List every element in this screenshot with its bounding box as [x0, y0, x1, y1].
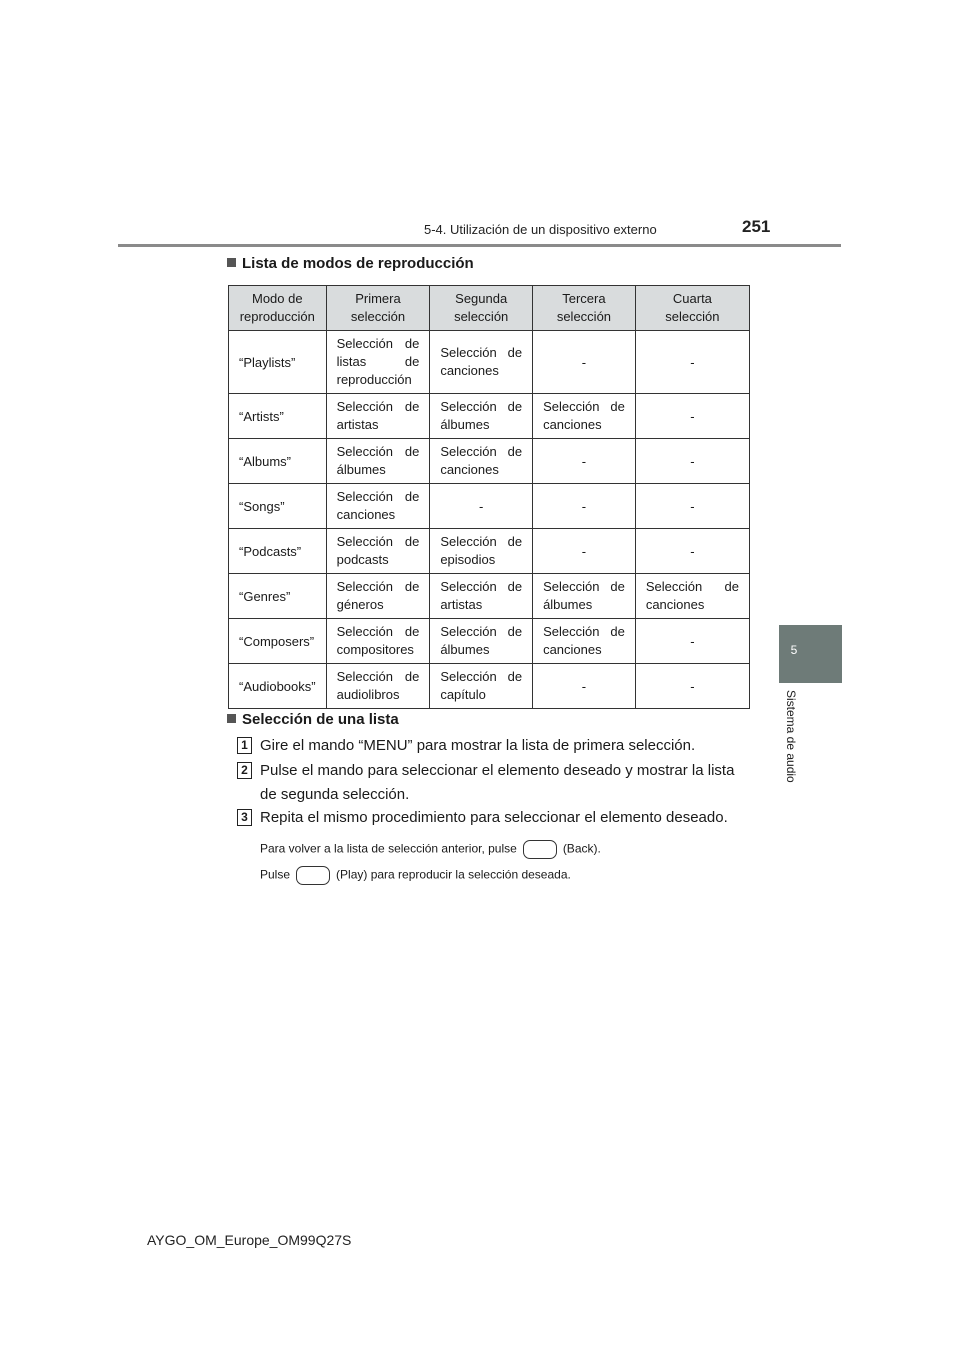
table-cell: -: [533, 664, 636, 709]
table-row: [229, 439, 750, 484]
header-rule: [118, 244, 841, 247]
step-text: Gire el mando “MENU” para mostrar la lista de primera selección.: [260, 737, 696, 754]
table-cell: Selección de canciones: [533, 619, 636, 664]
note-play: [260, 866, 571, 885]
table-cell: Selección de episodios: [430, 529, 533, 574]
table-cell: Selección de géneros: [326, 574, 430, 619]
table-cell: Selección de canciones: [430, 439, 533, 484]
square-bullet-icon: [227, 714, 236, 723]
side-tab-label: Sistema de audio: [784, 690, 798, 783]
table-cell: “Playlists”: [229, 331, 327, 394]
footer-doc-id: AYGO_OM_Europe_OM99Q27S: [147, 1232, 352, 1248]
table-cell: Selección de canciones: [430, 331, 533, 394]
table-cell: -: [533, 529, 636, 574]
table-cell: Selección de canciones: [635, 574, 749, 619]
table-cell: “Podcasts”: [229, 529, 327, 574]
table-cell: Selección de capítulo: [430, 664, 533, 709]
square-bullet-icon: [227, 258, 236, 267]
table-cell: Selección de podcasts: [326, 529, 430, 574]
table-header-cell: Segunda selección: [430, 286, 533, 331]
note-text: Para volver a la lista de selección anterior, pulse: [260, 841, 517, 856]
note-text: (Play) para reproducir la selección deseada.: [336, 867, 571, 882]
step-number: 3: [237, 809, 252, 826]
table-cell: Selección de álbumes: [326, 439, 430, 484]
table-cell: -: [533, 331, 636, 394]
back-button-icon: [523, 840, 557, 859]
table-cell: “Genres”: [229, 574, 327, 619]
section-heading-text: Selección de una lista: [242, 711, 399, 728]
side-tab-number: 5: [790, 643, 798, 657]
table-cell: Selección de canciones: [326, 484, 430, 529]
table-cell: “Audiobooks”: [229, 664, 327, 709]
table-row: [229, 331, 750, 394]
step-number: 2: [237, 762, 252, 779]
section-heading-list: [227, 711, 399, 728]
table-cell: -: [635, 331, 749, 394]
modes-table: [228, 285, 750, 709]
table-cell: -: [533, 484, 636, 529]
table-cell: -: [635, 664, 749, 709]
table-cell: -: [635, 394, 749, 439]
table-row: [229, 574, 750, 619]
table-header-cell: Tercera selección: [533, 286, 636, 331]
table-cell: -: [635, 529, 749, 574]
table-row: [229, 394, 750, 439]
step-text: Pulse el mando para seleccionar el elemento deseado y mostrar la lista de segunda selección.: [260, 762, 735, 803]
table-cell: “Composers”: [229, 619, 327, 664]
play-button-icon: [296, 866, 330, 885]
table-row: [229, 664, 750, 709]
table-cell: Selección de álbumes: [430, 619, 533, 664]
step-text: Repita el mismo procedimiento para seleccionar el elemento deseado.: [260, 809, 728, 826]
page-number: 251: [742, 217, 771, 236]
table-cell: “Songs”: [229, 484, 327, 529]
table-cell: Selección de canciones: [533, 394, 636, 439]
note-back: [260, 840, 601, 859]
table-cell: Selección de artistas: [326, 394, 430, 439]
table-cell: “Albums”: [229, 439, 327, 484]
table-cell: -: [533, 439, 636, 484]
table-row: [229, 484, 750, 529]
table-header-row: [229, 286, 750, 331]
table-cell: Selección de compositores: [326, 619, 430, 664]
table-row: [229, 619, 750, 664]
table-cell: -: [635, 619, 749, 664]
table-cell: -: [635, 484, 749, 529]
table-cell: Selección de álbumes: [533, 574, 636, 619]
table-cell: Selección de álbumes: [430, 394, 533, 439]
header-section-title: 5-4. Utilización de un dispositivo externo: [424, 222, 657, 237]
table-header-cell: Cuarta selección: [635, 286, 749, 331]
table-row: [229, 529, 750, 574]
table-cell: “Artists”: [229, 394, 327, 439]
table-header-cell: Modo de reproducción: [229, 286, 327, 331]
step-number: 1: [237, 737, 252, 754]
table-cell: -: [430, 484, 533, 529]
table-cell: Selección de artistas: [430, 574, 533, 619]
table-cell: Selección de listas de reproducción: [326, 331, 430, 394]
table-cell: Selección de audiolibros: [326, 664, 430, 709]
section-heading-modes: [227, 255, 474, 272]
note-text: (Back).: [562, 841, 601, 856]
section-heading-text: Lista de modos de reproducción: [242, 255, 474, 272]
note-text: Pulse: [260, 867, 291, 882]
table-cell: -: [635, 439, 749, 484]
table-header-cell: Primera selección: [326, 286, 430, 331]
